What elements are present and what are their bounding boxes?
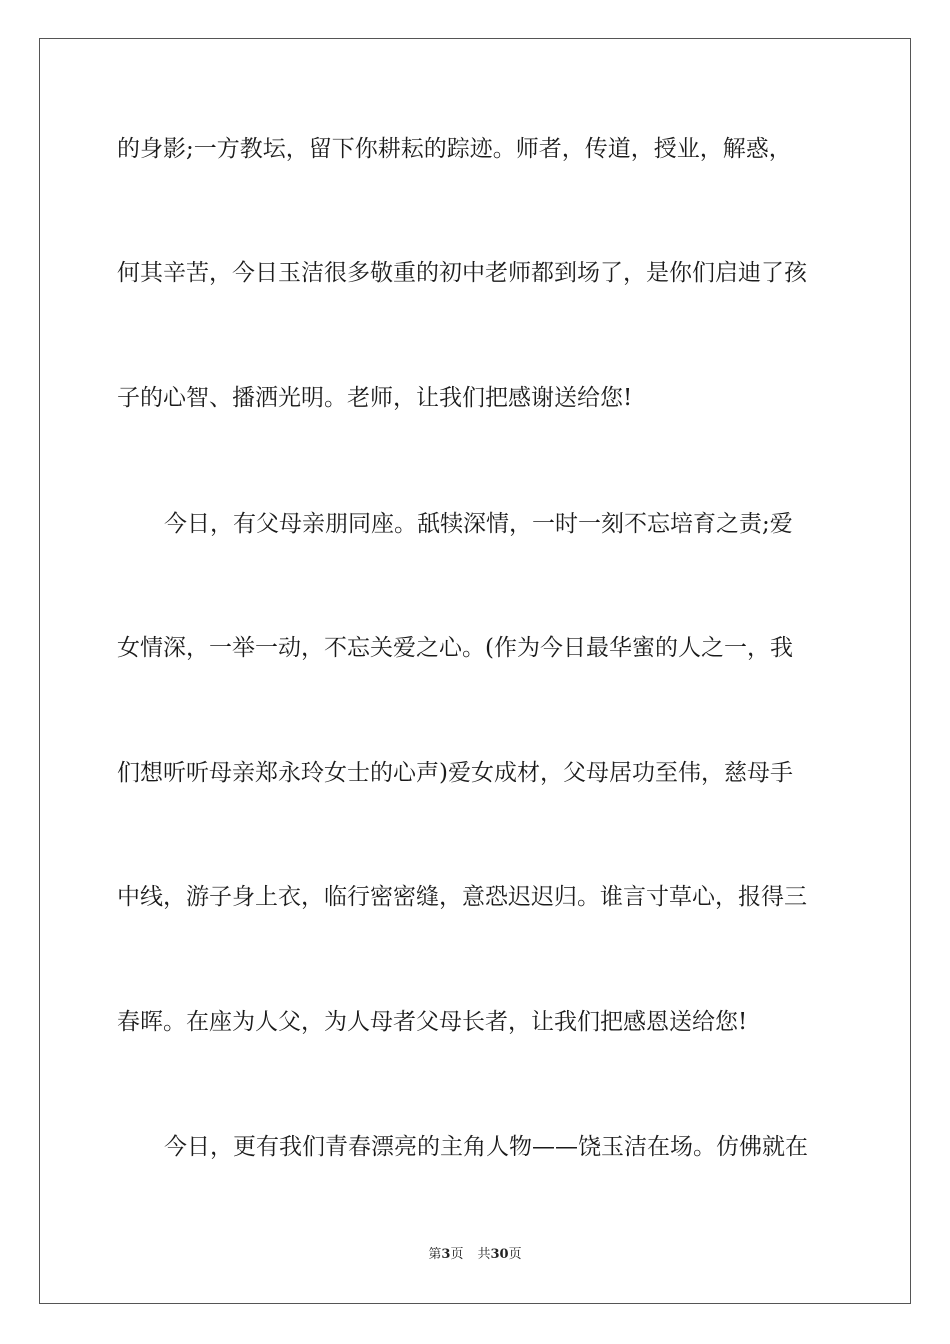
page-label-prefix: 第: [428, 1247, 442, 1262]
paragraph-line: 今日，更有我们青春漂亮的主角人物——饶玉洁在场。仿佛就在: [164, 1134, 808, 1160]
paragraph-line: 子的心智、播洒光明。老师，让我们把感谢送给您!: [117, 385, 633, 411]
total-label-prefix: 共: [477, 1247, 491, 1262]
paragraph-line: 何其辛苦，今日玉洁很多敬重的初中老师都到场了，是你们启迪了孩: [117, 260, 807, 286]
paragraph-line: 中线，游子身上衣，临行密密缝，意恐迟迟归。谁言寸草心，报得三: [117, 884, 807, 910]
paragraph-line: 们想听听母亲郑永玲女士的心声)爱女成材，父母居功至伟，慈母手: [117, 760, 793, 786]
paragraph-line: 春晖。在座为人父，为人母者父母长者，让我们把感恩送给您!: [117, 1009, 748, 1035]
page-number: 3: [441, 1247, 451, 1262]
page-footer: [0, 1246, 950, 1264]
page-label-suffix: 页: [450, 1247, 464, 1262]
paragraph-line: 今日，有父母亲朋同座。舐犊深情，一时一刻不忘培育之责;爱: [164, 511, 793, 537]
paragraph-line: 的身影;一方教坛，留下你耕耘的踪迹。师者，传道，授业，解惑，: [117, 136, 792, 162]
paragraph-line: 女情深，一举一动，不忘关爱之心。(作为今日最华蜜的人之一，我: [117, 635, 793, 661]
total-pages: 30: [490, 1247, 509, 1262]
page-border: [39, 38, 911, 1304]
total-label-suffix: 页: [508, 1247, 522, 1262]
